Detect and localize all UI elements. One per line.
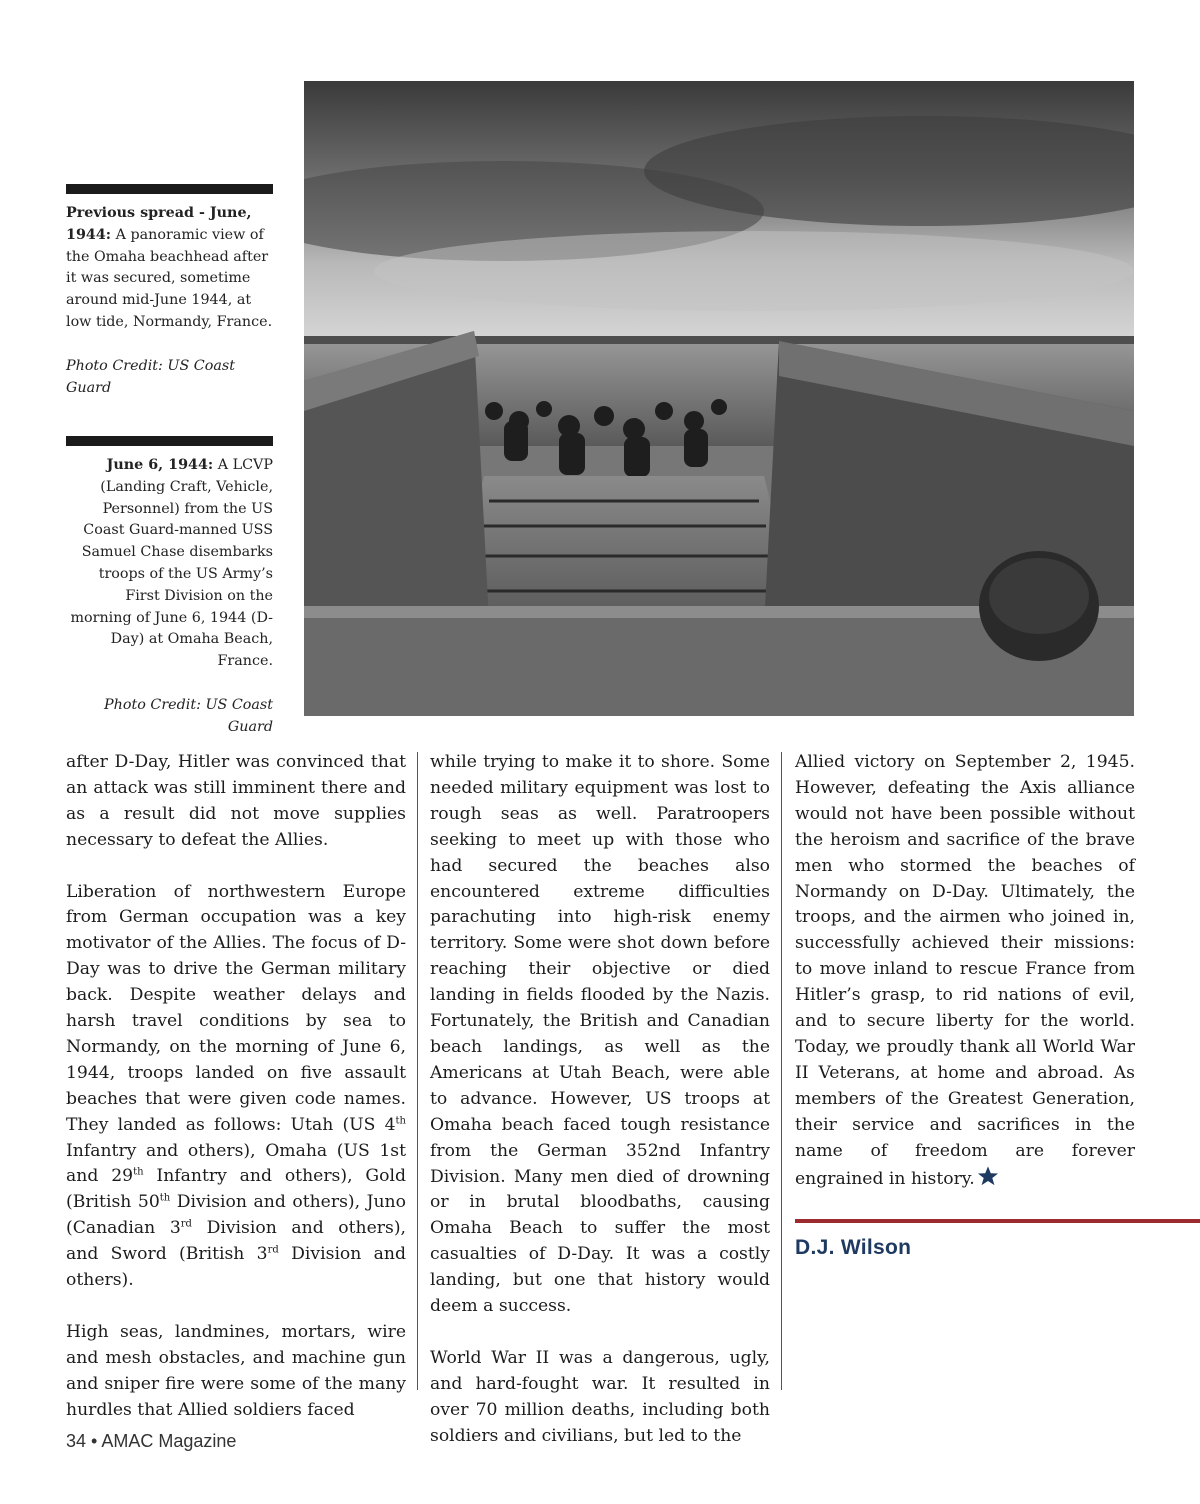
column-divider xyxy=(781,752,782,1390)
caption-title: Previous spread - June, 1944: xyxy=(66,205,252,243)
caption-title: June 6, 1944: xyxy=(106,457,214,473)
article-column-3 xyxy=(795,750,1135,1218)
paragraph: while trying to make it to shore. Some needed military equipment was lost to rough seas as well. Paratroopers seeking to meet up with those who had secured the beaches also encountered extreme difficulties parachuting into high-risk enemy territory. Some were shot down before reaching their objective or died landing in fields flooded by the Nazis. Fortunately, the British and Canadian beach landings, as well as the Americans at Utah Beach, were able to advance. However, US troops at Omaha beach faced tough resistance from the German 352nd Infantry Division. Many men died of drowning or in brutal bloodbaths, causing Omaha Beach to suffer the most casualties of D-Day. It was a costly landing, but one that history would deem a success. xyxy=(430,752,770,1317)
column-divider xyxy=(417,752,418,1390)
article-column-2 xyxy=(430,750,770,1475)
byline-rule xyxy=(795,1219,1200,1223)
caption-rule-bottom xyxy=(66,436,273,446)
ordinal-suffix: th xyxy=(133,1166,144,1178)
photo-credit: Photo Credit: US Coast Guard xyxy=(104,696,273,735)
paragraph: World War II was a dangerous, ugly, and hard-fought war. It resulted in over 70 million deaths, including both soldiers and civilians, but led to the xyxy=(430,1347,770,1446)
ordinal-suffix: rd xyxy=(267,1244,279,1256)
text-run: Division and others). xyxy=(66,1244,406,1291)
text-run: Division and others), and Sword (British 3 xyxy=(66,1218,406,1265)
caption-text: A LCVP (Landing Craft, Vehicle, Personnel) from the US Coast Guard-manned USS Samuel Chase disembarks troops of the US Army’s First Division on the morning of June 6, 1944 (D-Day) at Omaha Beach, France. xyxy=(70,457,273,670)
author-byline: D.J. Wilson xyxy=(795,1236,912,1259)
caption-text: A panoramic view of the Omaha beachhead after it was secured, sometime around mid-June 1944, at low tide, Normandy, France. xyxy=(66,226,273,330)
text-run: Infantry and others), Gold (British 50 xyxy=(66,1166,406,1213)
paragraph: High seas, landmines, mortars, wire and mesh obstacles, and machine gun and sniper fire were some of the many hurdles that Allied soldiers faced xyxy=(66,1321,406,1420)
ordinal-suffix: th xyxy=(159,1192,171,1204)
paragraph xyxy=(66,880,406,1295)
caption-rule-top xyxy=(66,184,273,194)
text-run: Division and others), Juno (Canadian 3 xyxy=(66,1192,406,1239)
page-folio: 34 • AMAC Magazine xyxy=(66,1431,237,1451)
text-run: Infantry and others), Omaha (US 1st and 29 xyxy=(66,1140,406,1187)
photo-illustration xyxy=(304,81,1134,716)
photo-credit: Photo Credit: US Coast Guard xyxy=(66,357,235,396)
paragraph: after D-Day, Hitler was convinced that an attack was still imminent there and as a result did not move supplies necessary to defeat the Allies. xyxy=(66,752,406,850)
text-run: Allied victory on September 2, 1945. However, defeating the Axis alliance would not have been possible without the heroism and sacrifice of the brave men who stormed the beaches of Normandy on D-Day. Ultimately, the troops, and the airmen who joined in, successfully achieved their missions: to move inland to rescue France from Hitler’s grasp, to rid nations of evil, and to secure liberty for the world. Today, we proudly thank all World War II Veterans, at home and abroad. As members of the Greatest Generation, their service and sacrifices in the name of freedom are forever engrained in history. xyxy=(795,752,1135,1189)
landing-craft-photo xyxy=(304,81,1134,716)
paragraph xyxy=(795,750,1135,1192)
caption-main-photo xyxy=(66,455,273,739)
article-column-1 xyxy=(66,750,406,1449)
star-icon xyxy=(977,1165,999,1187)
ordinal-suffix: th xyxy=(395,1114,406,1126)
text-run: Liberation of northwestern Europe from German occupation was a key motivator of the Allies. The focus of D-Day was to drive the German military back. Despite weather delays and harsh travel conditions by sea to Normandy, on the morning of June 6, 1944, troops landed on five assault beaches that were given code names. They landed as follows: Utah (US 4 xyxy=(66,881,406,1135)
ordinal-suffix: rd xyxy=(180,1218,192,1230)
caption-previous-spread xyxy=(66,203,273,399)
